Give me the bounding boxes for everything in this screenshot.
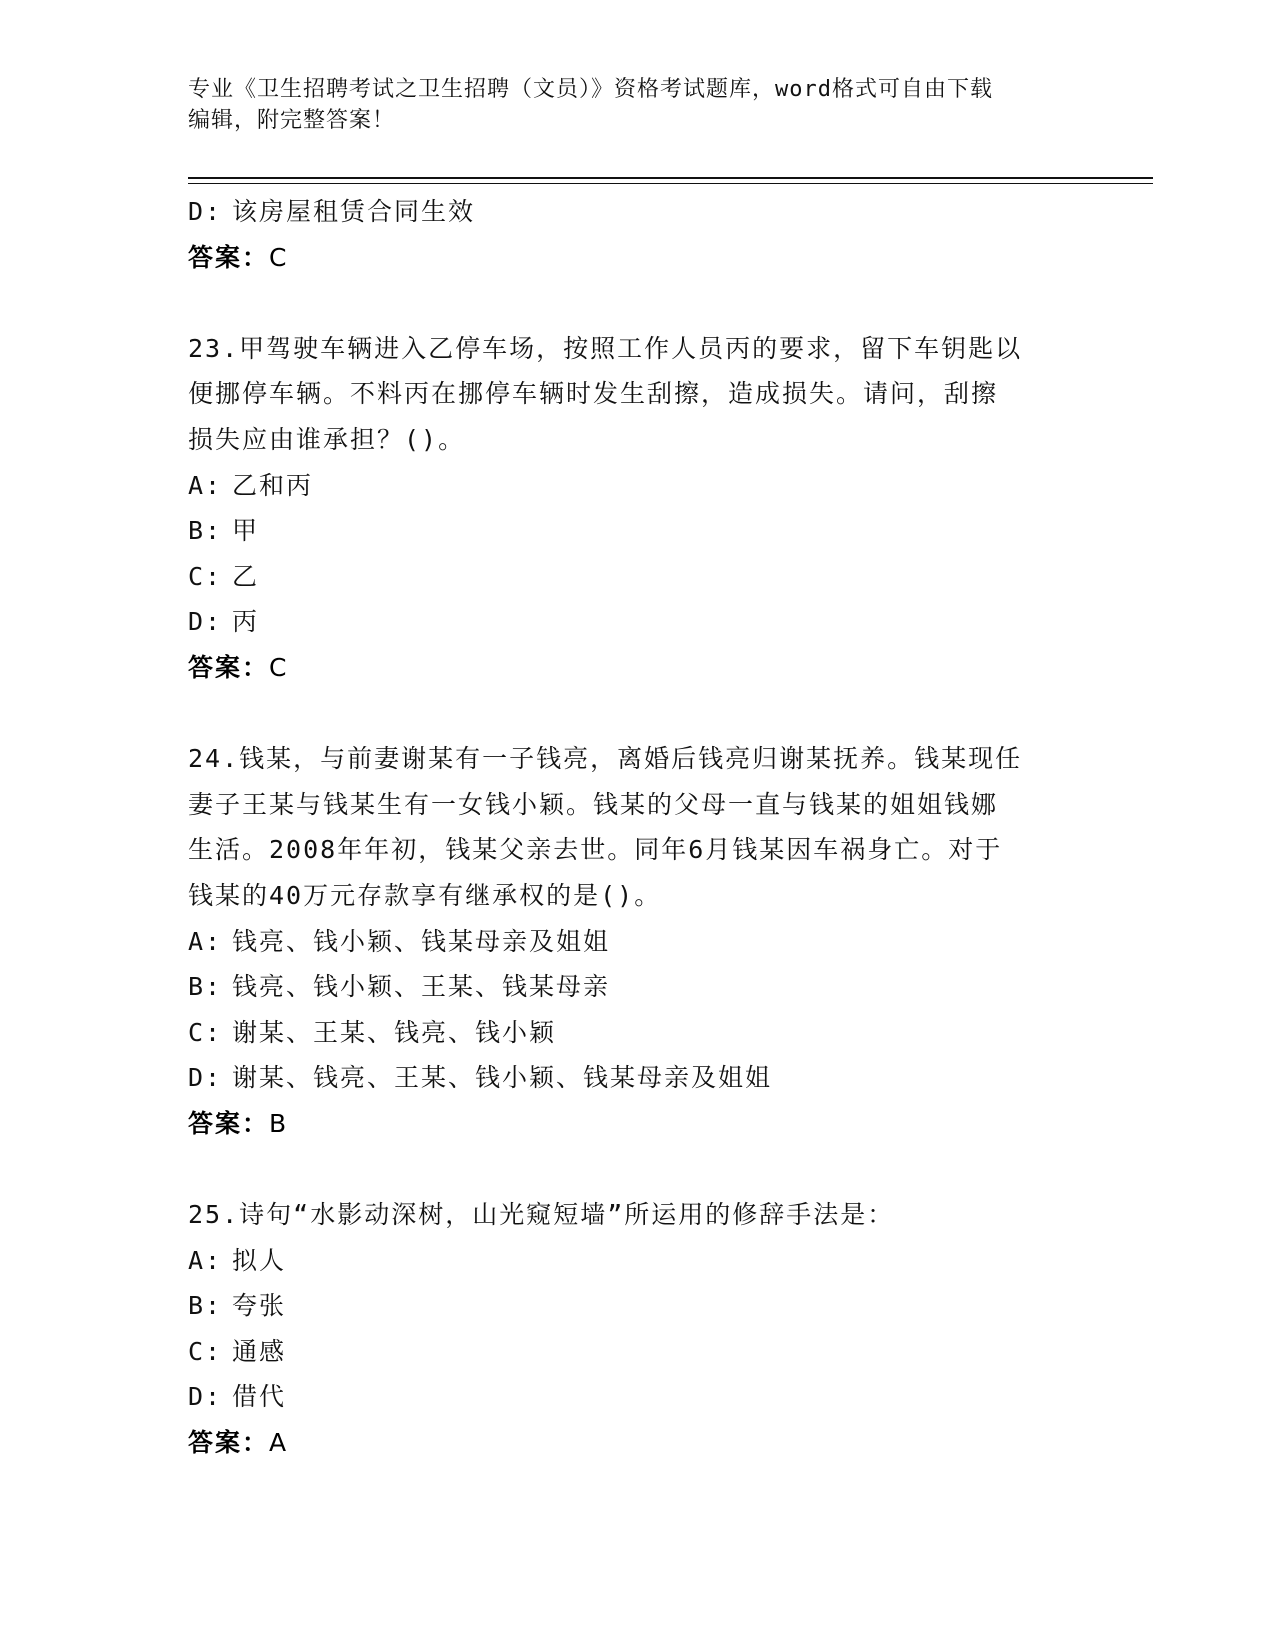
question-24-answer	[188, 1101, 1088, 1147]
answer-value: C	[269, 652, 289, 682]
option-text: 钱亮、钱小颖、钱某母亲及姐姐	[232, 926, 611, 956]
option-text: 借代	[232, 1382, 287, 1412]
question-24-line-3: 生活。2008年年初，钱某父亲去世。同年6月钱某因车祸身亡。对于	[188, 835, 1003, 865]
question-25-option-b	[188, 1283, 1088, 1329]
option-letter: A:	[188, 926, 223, 956]
question-25-option-c	[188, 1329, 1088, 1375]
question-23-option-d	[188, 599, 1088, 645]
option-text: 甲	[232, 516, 260, 546]
header-line-2: 编辑，附完整答案！	[188, 108, 396, 133]
spacer	[188, 1146, 1088, 1192]
question-24-option-a	[188, 919, 1088, 965]
option-text: 乙	[232, 561, 260, 591]
option-text: 夸张	[232, 1291, 287, 1321]
option-letter: B:	[188, 972, 223, 1002]
question-23-answer	[188, 645, 1088, 691]
question-23	[188, 326, 1088, 691]
option-letter: D:	[188, 607, 223, 637]
question-23-option-b	[188, 508, 1088, 554]
header-divider-thick	[188, 177, 1153, 179]
spacer	[188, 691, 1088, 737]
answer-value: B	[269, 1108, 289, 1138]
option-text: 钱亮、钱小颖、王某、钱某母亲	[232, 972, 611, 1002]
question-24-option-b	[188, 964, 1088, 1010]
question-24-option-d	[188, 1055, 1088, 1101]
question-23-option-c	[188, 554, 1088, 600]
question-25-option-d	[188, 1374, 1088, 1420]
option-text: 乙和丙	[232, 470, 314, 500]
option-letter: A:	[188, 1245, 223, 1275]
document-header	[188, 74, 1068, 136]
question-25	[188, 1192, 1088, 1466]
option-text: 拟人	[232, 1245, 287, 1275]
answer-label: 答案：	[188, 1108, 270, 1138]
answer-value: A	[269, 1428, 289, 1458]
option-letter: D:	[188, 1382, 223, 1412]
answer-label: 答案：	[188, 1428, 270, 1458]
option-text: 丙	[232, 607, 260, 637]
option-letter: B:	[188, 1291, 223, 1321]
option-letter: C:	[188, 1336, 223, 1366]
option-text: 谢某、钱亮、王某、钱小颖、钱某母亲及姐姐	[232, 1063, 773, 1093]
question-24-line-2: 妻子王某与钱某生有一女钱小颖。钱某的父母一直与钱某的姐姐钱娜	[188, 789, 999, 819]
spacer	[188, 280, 1088, 326]
option-text: 该房屋租赁合同生效	[232, 197, 476, 226]
option-letter: C:	[188, 1017, 223, 1047]
header-line-1: 专业《卫生招聘考试之卫生招聘（文员）》资格考试题库，word格式可自由下载	[188, 77, 993, 102]
option-text: 通感	[232, 1336, 287, 1366]
question-24-line-4: 钱某的40万元存款享有继承权的是()。	[188, 880, 662, 910]
question-23-line-1: 23.甲驾驶车辆进入乙停车场，按照工作人员丙的要求，留下车钥匙以	[188, 333, 1023, 363]
question-23-option-a	[188, 463, 1088, 509]
question-25-answer	[188, 1420, 1088, 1466]
option-letter: C:	[188, 561, 223, 591]
prev-answer	[188, 235, 1088, 281]
question-25-option-a	[188, 1238, 1088, 1284]
question-24	[188, 736, 1088, 1146]
question-24-line-1: 24.钱某，与前妻谢某有一子钱亮，离婚后钱亮归谢某抚养。钱某现任	[188, 744, 1023, 774]
question-23-line-3: 损失应由谁承担？()。	[188, 424, 466, 454]
option-text: 谢某、王某、钱亮、钱小颖	[232, 1017, 557, 1047]
option-letter: A:	[188, 470, 223, 500]
question-24-option-c	[188, 1010, 1088, 1056]
answer-value: C	[269, 242, 289, 272]
question-25-line-1: 25.诗句“水影动深树，山光窥短墙”所运用的修辞手法是：	[188, 1200, 895, 1230]
option-letter: B:	[188, 516, 223, 546]
prev-option-d	[188, 189, 1088, 235]
option-letter: D:	[188, 1063, 223, 1093]
question-23-line-2: 便挪停车辆。不料丙在挪停车辆时发生刮擦，造成损失。请问，刮擦	[188, 379, 999, 409]
answer-label: 答案：	[188, 242, 270, 272]
question-content	[188, 189, 1088, 1466]
answer-label: 答案：	[188, 652, 270, 682]
header-divider-thin	[188, 183, 1153, 184]
option-letter: D:	[188, 197, 223, 226]
